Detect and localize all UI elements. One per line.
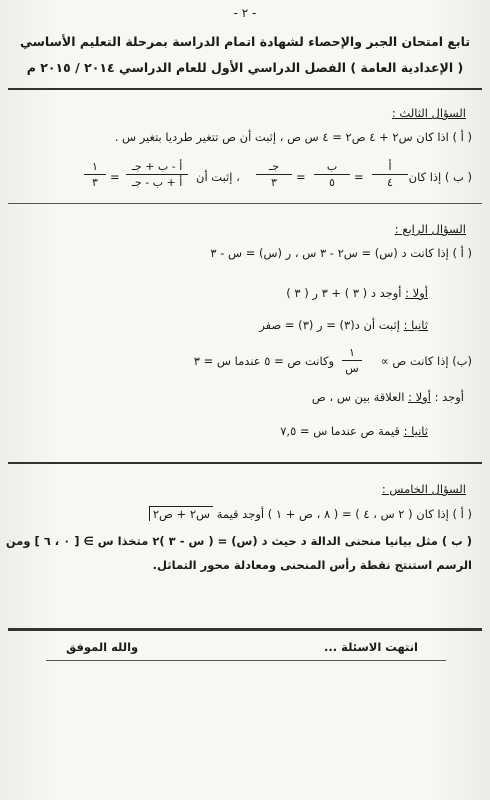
q3-divider bbox=[8, 203, 482, 204]
footer-divider bbox=[8, 628, 482, 631]
q4-part-a: ( أ ) إذا كانت د (س) = س٢ - ٣ س ، ر (س) = س - ٣ bbox=[210, 246, 472, 260]
q4-a1-text: أوجد د ( ٣ ) + ٣ ر ( ٣ ) bbox=[286, 286, 402, 300]
exam-subtitle: ( الإعدادية العامة ) الفصل الدراسي الأول للعام الدراسي ٢٠١٤ / ٢٠١٥ م bbox=[26, 60, 464, 75]
q5-title: السؤال الخامس : bbox=[381, 482, 466, 496]
q4-part-b-start: (ب) إذا كانت ص ∝ bbox=[380, 354, 472, 368]
q4-b1-label: أولا : bbox=[408, 390, 431, 404]
q3-eq-1: = bbox=[354, 170, 364, 184]
q5-sqrt-expression: س٢ + ص٢ bbox=[149, 506, 213, 521]
page-number: - ٢ - bbox=[233, 6, 257, 20]
q4-find-label: أوجد : bbox=[434, 390, 464, 404]
q3-frac-a-over-4: أ ٤ bbox=[372, 160, 408, 189]
q5-part-a-text: ( أ ) إذا كان ( ٢ س ، ٤ ) = ( ٨ ، ص + ١ ) أوجد قيمة bbox=[216, 507, 472, 521]
q3-prove-text: ، إثبت أن bbox=[196, 170, 240, 184]
q3-frac-expression: أ - ب + جـ أ + ب - جـ bbox=[126, 160, 188, 189]
q3-frac-b-over-5: ب ٥ bbox=[314, 160, 350, 189]
end-of-questions: انتهت الاسئلة ... bbox=[323, 640, 418, 654]
q5-part-b-line1: ( ب ) مثل بيانيا منحنى الدالة د حيث د (س) = ( س - ٣ )٢ متخذا س ∋ [ ٠ ، ٦ ] ومن bbox=[5, 534, 472, 548]
q4-b2-label: ثانيا : bbox=[403, 424, 428, 438]
q4-frac-1-over-x: ١ س bbox=[342, 346, 362, 375]
q4-b1-text: العلاقة بين س ، ص bbox=[311, 390, 405, 404]
q4-b2-text: قيمة ص عندما س = ٧,٥ bbox=[280, 424, 400, 438]
q4-b2 bbox=[280, 424, 428, 438]
q4-a2-text: إثبت أن د(٣) = ر (٣) = صفر bbox=[259, 318, 400, 332]
header-divider bbox=[8, 88, 482, 90]
q3-frac-1-over-3: ١ ٣ bbox=[84, 160, 106, 189]
q5-part-b-line2: الرسم استنتج نقطة رأس المنحنى ومعادلة محور التماثل. bbox=[152, 558, 472, 572]
q4-find bbox=[312, 390, 464, 404]
footer-underline bbox=[46, 660, 446, 661]
q3-eq-3: = bbox=[110, 170, 120, 184]
q4-divider bbox=[8, 462, 482, 464]
q4-a2 bbox=[259, 318, 428, 332]
q4-part-b-end: وكانت ص = ٥ عندما س = ٣ bbox=[193, 354, 334, 368]
q4-a1-label: أولا : bbox=[405, 286, 428, 300]
q4-title: السؤال الرابع : bbox=[394, 222, 466, 236]
exam-title: تابع امتحان الجبر والإحصاء لشهادة اتمام الدراسة بمرحلة التعليم الأساسي bbox=[19, 34, 471, 49]
q4-a1 bbox=[286, 286, 428, 300]
q5-part-a bbox=[149, 506, 472, 521]
q3-part-b-label: ( ب ) إذا كان bbox=[408, 170, 472, 184]
closing-phrase: والله الموفق bbox=[66, 640, 139, 654]
q3-frac-c-over-3: جـ ٣ bbox=[256, 160, 292, 189]
q3-title: السؤال الثالث : bbox=[391, 106, 466, 120]
q3-eq-2: = bbox=[296, 170, 306, 184]
q4-a2-label: ثانيا : bbox=[403, 318, 428, 332]
q3-part-a: ( أ ) اذا كان س٢ + ٤ ص٢ = ٤ س ص ، إثبت أن ص تتغير طرديا بتغير س . bbox=[114, 130, 472, 144]
